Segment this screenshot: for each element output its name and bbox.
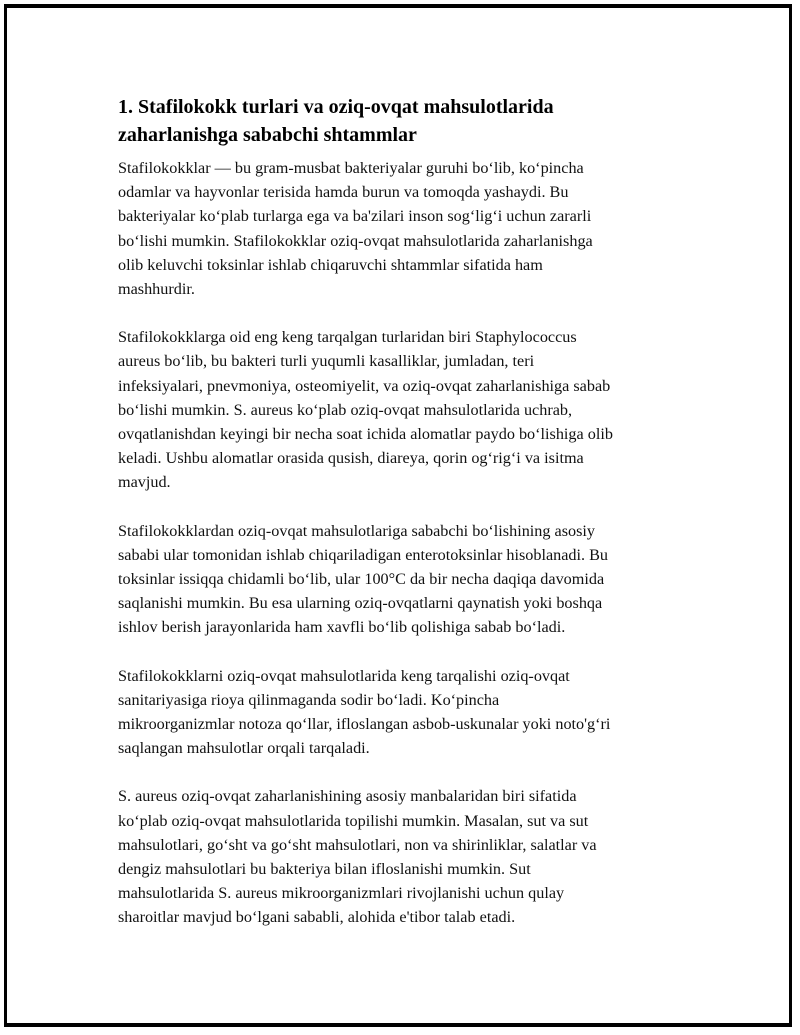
text-line: saqlanishi mumkin. Bu esa ularning oziq-ovqatlarni qaynatish yoki boshqa: [118, 594, 603, 613]
text-line: Stafilokokklarga oid eng keng tarqalgan turlaridan biri Staphylococcus: [118, 328, 577, 347]
heading-line: 1. Stafilokokk turlari va oziq-ovqat mahsulotlarida: [118, 96, 554, 118]
text-line: ko‘plab oziq-ovqat mahsulotlarida topilishi mumkin. Masalan, sut va sut: [118, 811, 589, 830]
text-line: mavjud.: [118, 473, 171, 492]
text-line: bakteriyalar ko‘plab turlarga ega va ba'zilari inson sog‘lig‘i uchun zararli: [118, 207, 592, 226]
text-line: bo‘lishi mumkin. Stafilokokklar oziq-ovqat mahsulotlarida zaharlanishga: [118, 231, 593, 250]
paragraph-5: [118, 784, 688, 929]
text-line: odamlar va hayvonlar terisida hamda burun va tomoqda yashaydi. Bu: [118, 183, 569, 202]
section-heading: [118, 93, 688, 149]
text-line: keladi. Ushbu alomatlar orasida qusish, diareya, qorin og‘rig‘i va isitma: [118, 449, 584, 468]
paragraph-4: [118, 664, 688, 761]
document-body: [118, 93, 688, 954]
text-line: ovqatlanishdan keyingi bir necha soat ichida alomatlar paydo bo‘lishiga olib: [118, 425, 613, 444]
text-line: mahsulotlarida S. aureus mikroorganizmlari rivojlanishi uchun qulay: [118, 884, 565, 903]
paragraph-2: [118, 325, 688, 494]
heading-line: zaharlanishga sababchi shtammlar: [118, 124, 417, 146]
text-line: olib keluvchi toksinlar ishlab chiqaruvchi shtammlar sifatida ham: [118, 255, 543, 274]
paragraph-3: [118, 519, 688, 640]
text-line: S. aureus oziq-ovqat zaharlanishining asosiy manbalaridan biri sifatida: [118, 787, 577, 806]
text-line: infeksiyalari, pnevmoniya, osteomiyelit, va oziq-ovqat zaharlanishiga sabab: [118, 376, 611, 395]
text-line: Stafilokokklar — bu gram-musbat bakteriyalar guruhi bo‘lib, ko‘pincha: [118, 159, 584, 177]
text-line: bo‘lishi mumkin. S. aureus ko‘plab oziq-ovqat mahsulotlarida uchrab,: [118, 400, 573, 419]
text-line: sanitariyasiga rioya qilinmaganda sodir bo‘ladi. Ko‘pincha: [118, 690, 500, 709]
text-line: Stafilokokklarni oziq-ovqat mahsulotlarida keng tarqalishi oziq-ovqat: [118, 666, 570, 685]
text-line: sababi ular tomonidan ishlab chiqariladigan enterotoksinlar hisoblanadi. Bu: [118, 545, 609, 564]
text-line: mahsulotlari, go‘sht va go‘sht mahsulotlari, non va shirinliklar, salatlar va: [118, 835, 597, 854]
text-line: Stafilokokklardan oziq-ovqat mahsulotlariga sababchi bo‘lishining asosiy: [118, 521, 595, 540]
text-line: dengiz mahsulotlari bu bakteriya bilan ifloslanishi mumkin. Sut: [118, 860, 531, 879]
text-line: ishlov berish jarayonlarida ham xavfli bo‘lib qolishiga sabab bo‘ladi.: [118, 618, 566, 637]
text-line: toksinlar issiqqa chidamli bo‘lib, ular 100°C da bir necha daqiqa davomida: [118, 570, 605, 589]
text-line: sharoitlar mavjud bo‘lgani sababli, alohida e'tibor talab etadi.: [118, 908, 516, 927]
text-line: mikroorganizmlar notoza qo‘llar, ifloslangan asbob-uskunalar yoki noto'g‘ri: [118, 715, 611, 734]
text-line: saqlangan mahsulotlar orqali tarqaladi.: [118, 739, 370, 758]
text-line: aureus bo‘lib, bu bakteri turli yuqumli kasalliklar, jumladan, teri: [118, 352, 535, 371]
text-line: mashhurdir.: [118, 280, 195, 299]
paragraph-1: [118, 156, 688, 301]
